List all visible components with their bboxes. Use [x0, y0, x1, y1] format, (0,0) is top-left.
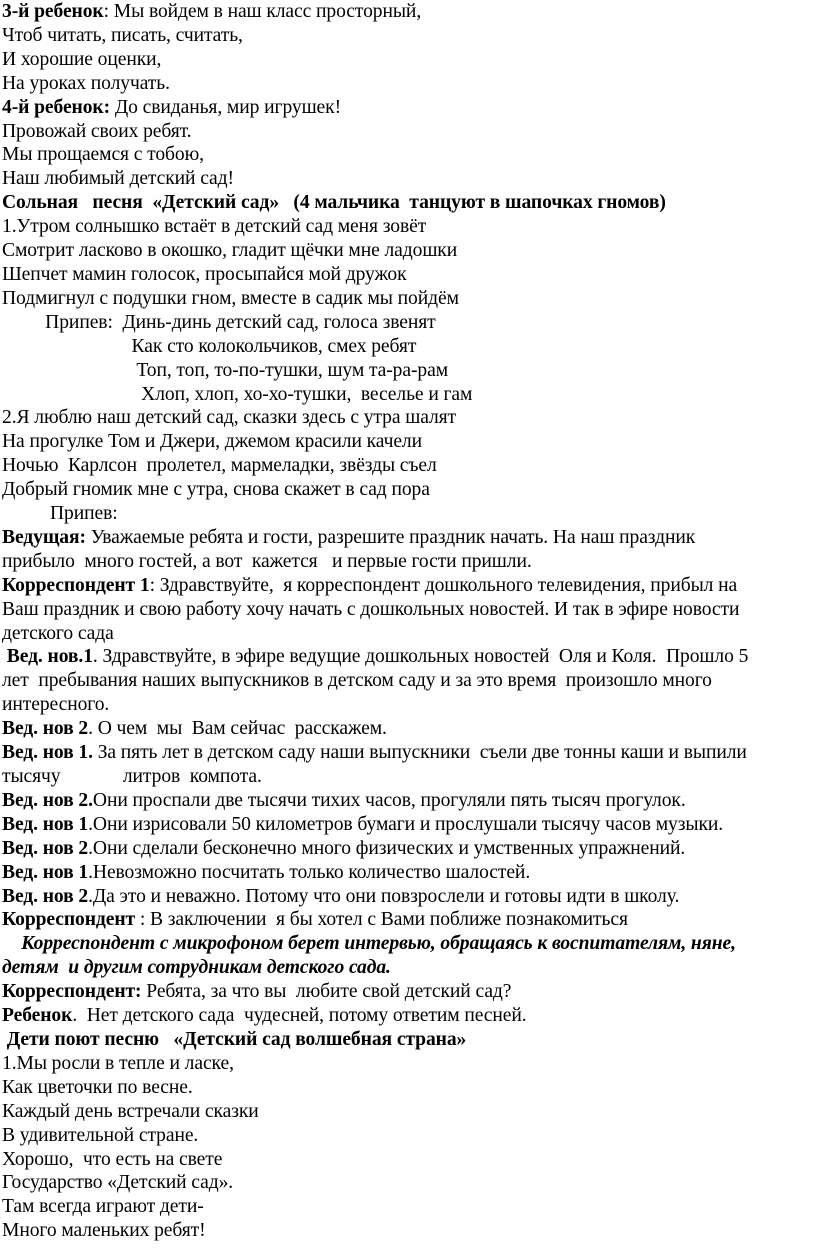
- line-text: Припев:: [2, 503, 118, 525]
- text-line: [2, 645, 810, 669]
- line-text: На уроках получать.: [2, 72, 170, 94]
- line-text: .Да это и неважно. Потому что они повзрослели и готовы идти в школу.: [88, 885, 680, 907]
- text-line: [2, 1028, 810, 1052]
- line-text: : В заключении я бы хотел с Вами поближе познакомиться: [135, 909, 628, 931]
- text-line: [2, 0, 810, 24]
- speaker-label: Ведущая:: [2, 526, 86, 548]
- speaker-label: Сольная песня «Детский сад» (4 мальчика танцуют в шапочках гномов): [2, 192, 666, 214]
- line-text: Много маленьких ребят!: [2, 1220, 206, 1242]
- line-text: 1.Утром солнышко встаёт в детский сад меня зовёт: [2, 216, 427, 238]
- speaker-label: Вед. нов 1.: [2, 742, 93, 764]
- line-text: интересного.: [2, 694, 110, 716]
- line-text: Смотрит ласково в окошко, гладит щёчки мне ладошки: [2, 240, 458, 262]
- speaker-label: Вед. нов 2: [2, 885, 89, 907]
- line-text: прибыло много гостей, а вот кажется и первые гости пришли.: [2, 550, 532, 572]
- text-line: [2, 287, 810, 311]
- text-line: [2, 980, 810, 1004]
- text-line: [2, 622, 810, 646]
- text-line: [2, 598, 810, 622]
- text-line: [2, 837, 810, 861]
- text-line: [2, 24, 810, 48]
- text-line: [2, 311, 810, 335]
- text-line: [2, 1004, 810, 1028]
- line-text: Ребята, за что вы любите свой детский сад?: [141, 981, 512, 1003]
- speaker-label: Дети поют песню «Детский сад волшебная страна»: [2, 1028, 467, 1050]
- line-text: Ночью Карлсон пролетел, мармеладки, звёзды съел: [2, 455, 437, 477]
- line-text: И хорошие оценки,: [2, 48, 162, 70]
- line-text: Хлоп, хлоп, хо-хо-тушки, веселье и гам: [2, 383, 473, 405]
- line-text: Там всегда играют дети-: [2, 1196, 204, 1218]
- line-text: До свиданья, мир игрушек!: [110, 96, 342, 118]
- line-text: Ваш праздник и свою работу хочу начать с дошкольных новостей. И так в эфире новости: [2, 598, 740, 620]
- text-line: [2, 669, 810, 693]
- text-line: [2, 1076, 810, 1100]
- text-line: [2, 454, 810, 478]
- line-text: Наш любимый детский сад!: [2, 168, 234, 190]
- speaker-label: Корреспондент 1: [2, 574, 150, 596]
- text-line: [2, 406, 810, 430]
- speaker-label: Вед. нов 2: [2, 837, 89, 859]
- line-text: . Нет детского сада чудесней, потому ответим песней.: [72, 1005, 527, 1027]
- text-line: [2, 72, 810, 96]
- speaker-label: 3-й ребенок: [2, 1, 104, 22]
- line-text: Хорошо, что есть на свете: [2, 1148, 223, 1170]
- line-text: лет пребывания наших выпускников в детском саду и за это время произошло много: [2, 670, 712, 692]
- speaker-label: Вед. нов 1: [2, 861, 89, 883]
- speaker-label: Вед. нов.1: [2, 646, 93, 668]
- text-line: [2, 789, 810, 813]
- text-line: [2, 861, 810, 885]
- line-text: Припев: Динь-динь детский сад, голоса звенят: [2, 311, 436, 333]
- line-text: 1.Мы росли в тепле и ласке,: [2, 1052, 234, 1074]
- text-line: [2, 1148, 810, 1172]
- line-text: Уважаемые ребята и гости, разрешите праздник начать. На наш праздник: [85, 526, 696, 548]
- line-text: . Здравствуйте, в эфире ведущие дошкольных новостей Оля и Коля. Прошло 5: [92, 646, 749, 668]
- line-text: : Мы войдем в наш класс просторный,: [103, 1, 422, 22]
- line-text: Как цветочки по весне.: [2, 1076, 193, 1098]
- text-line: [2, 1195, 810, 1219]
- stage-direction: детям и другим сотрудникам детского сада.: [2, 957, 391, 979]
- line-text: Каждый день встречали сказки: [2, 1100, 259, 1122]
- text-line: [2, 120, 810, 144]
- text-line: [2, 526, 810, 550]
- text-line: [2, 48, 810, 72]
- text-line: [2, 1052, 810, 1076]
- text-line: [2, 908, 810, 932]
- text-line: [2, 932, 810, 956]
- text-line: [2, 478, 810, 502]
- text-line: [2, 574, 810, 598]
- speaker-label: Ребенок: [2, 1005, 73, 1027]
- text-line: [2, 191, 810, 215]
- text-line: [2, 1124, 810, 1148]
- line-text: . О чем мы Вам сейчас расскажем.: [88, 718, 387, 740]
- text-line: [2, 765, 810, 789]
- speaker-label: 4-й ребенок:: [2, 96, 111, 118]
- text-line: [2, 215, 810, 239]
- line-text: .Невозможно посчитать только количество шалостей.: [88, 861, 531, 883]
- text-line: [2, 263, 810, 287]
- line-text: В удивительной стране.: [2, 1124, 199, 1146]
- text-line: [2, 1100, 810, 1124]
- text-line: [2, 335, 810, 359]
- line-text: На прогулке Том и Джери, джемом красили качели: [2, 431, 422, 453]
- line-text: : Здравствуйте, я корреспондент дошкольного телевидения, прибыл на: [149, 574, 738, 596]
- text-line: [2, 96, 810, 120]
- line-text: Как сто колокольчиков, смех ребят: [2, 335, 417, 357]
- line-text: Чтоб читать, писать, считать,: [2, 24, 243, 46]
- text-line: [2, 167, 810, 191]
- text-line: [2, 239, 810, 263]
- line-text: Мы прощаемся с тобою,: [2, 144, 204, 166]
- text-line: [2, 885, 810, 909]
- line-text: Подмигнул с подушки гном, вместе в садик мы пойдём: [2, 287, 459, 309]
- line-text: Государство «Детский сад».: [2, 1172, 234, 1194]
- line-text: .Они изрисовали 50 километров бумаги и прослушали тысячу часов музыки.: [88, 813, 724, 835]
- text-line: [2, 143, 810, 167]
- text-line: [2, 383, 810, 407]
- line-text: тысячу литров компота.: [2, 766, 262, 787]
- text-line: [2, 717, 810, 741]
- stage-direction: Корреспондент с микрофоном берет интервью, обращаясь к воспитателям, няне,: [2, 933, 736, 955]
- line-text: .Они сделали бесконечно много физических и умственных упражнений.: [88, 837, 686, 859]
- text-line: [2, 693, 810, 717]
- text-line: [2, 1219, 810, 1243]
- speaker-label: Вед. нов 2: [2, 718, 89, 740]
- line-text: Они проспали две тысячи тихих часов, прогуляли пять тысяч прогулок.: [92, 789, 686, 811]
- line-text: Провожай своих ребят.: [2, 120, 192, 142]
- speaker-label: Вед. нов 2.: [2, 789, 93, 811]
- line-text: Топ, топ, то-по-тушки, шум та-ра-рам: [2, 359, 448, 381]
- text-line: [2, 430, 810, 454]
- speaker-label: Вед. нов 1: [2, 813, 89, 835]
- text-line: [2, 502, 810, 526]
- text-line: [2, 550, 810, 574]
- line-text: Добрый гномик мне с утра, снова скажет в сад пора: [2, 479, 430, 501]
- line-text: За пять лет в детском саду наши выпускники съели две тонны каши и выпили: [92, 742, 747, 764]
- text-line: [2, 1171, 810, 1195]
- text-line: [2, 956, 810, 980]
- text-line: [2, 813, 810, 837]
- speaker-label: Корреспондент: [2, 909, 136, 931]
- text-line: [2, 741, 810, 765]
- text-line: [2, 359, 810, 383]
- line-text: детского сада: [2, 622, 114, 644]
- speaker-label: Корреспондент:: [2, 981, 142, 1003]
- line-text: 2.Я люблю наш детский сад, сказки здесь с утра шалят: [2, 407, 457, 429]
- line-text: Шепчет мамин голосок, просыпайся мой дружок: [2, 263, 407, 285]
